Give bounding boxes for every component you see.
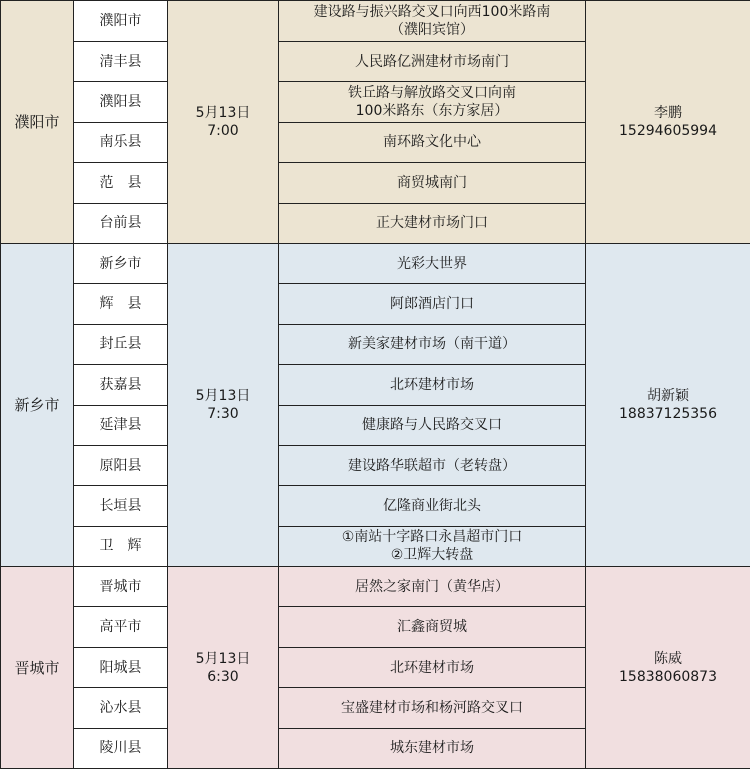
county-cell: 新乡市: [74, 243, 168, 283]
meeting-location-cell: 铁丘路与解放路交叉口向南 100米路东（东方家居）: [279, 82, 586, 122]
county-cell: 沁水县: [74, 688, 168, 728]
meeting-location-cell: 人民路亿洲建材市场南门: [279, 42, 586, 82]
meeting-location-cell: 城东建材市场: [279, 728, 586, 768]
meeting-location-cell: 宝盛建材市场和杨河路交叉口: [279, 688, 586, 728]
contact-cell: 李鹏 15294605994: [586, 1, 750, 244]
meeting-location-cell: ①南站十字路口永昌超市门口 ②卫辉大转盘: [279, 526, 586, 566]
county-cell: 获嘉县: [74, 365, 168, 405]
meeting-location-cell: 汇鑫商贸城: [279, 607, 586, 647]
county-cell: 晋城市: [74, 567, 168, 607]
meeting-location-cell: 南环路文化中心: [279, 122, 586, 162]
meeting-location-cell: 亿隆商业街北头: [279, 486, 586, 526]
county-cell: 原阳县: [74, 445, 168, 485]
meeting-location-cell: 建设路与振兴路交叉口向西100米路南 （濮阳宾馆）: [279, 1, 586, 42]
county-cell: 延津县: [74, 405, 168, 445]
table-row: [1, 567, 750, 607]
county-cell: 清丰县: [74, 42, 168, 82]
departure-time-cell: 5月13日 7:00: [168, 1, 279, 244]
county-cell: 濮阳市: [74, 1, 168, 42]
meeting-location-cell: 光彩大世界: [279, 243, 586, 283]
city-cell: 新乡市: [1, 243, 74, 566]
meeting-location-cell: 商贸城南门: [279, 163, 586, 203]
county-cell: 南乐县: [74, 122, 168, 162]
county-cell: 卫 辉: [74, 526, 168, 566]
meeting-location-cell: 新美家建材市场（南干道）: [279, 324, 586, 364]
meeting-location-cell: 正大建材市场门口: [279, 203, 586, 243]
meeting-location-cell: 北环建材市场: [279, 365, 586, 405]
city-cell: 晋城市: [1, 567, 74, 769]
contact-cell: 陈威 15838060873: [586, 567, 750, 769]
county-cell: 濮阳县: [74, 82, 168, 122]
meeting-location-cell: 阿郎酒店门口: [279, 284, 586, 324]
county-cell: 高平市: [74, 607, 168, 647]
departure-time-cell: 5月13日 6:30: [168, 567, 279, 769]
county-cell: 范 县: [74, 163, 168, 203]
city-cell: 濮阳市: [1, 1, 74, 244]
county-cell: 阳城县: [74, 647, 168, 687]
table-row: [1, 1, 750, 42]
table-row: [1, 243, 750, 283]
departure-time-cell: 5月13日 7:30: [168, 243, 279, 566]
meeting-location-cell: 健康路与人民路交叉口: [279, 405, 586, 445]
meeting-location-cell: 建设路华联超市（老转盘）: [279, 445, 586, 485]
county-cell: 辉 县: [74, 284, 168, 324]
schedule-table-body: [1, 1, 750, 769]
county-cell: 陵川县: [74, 728, 168, 768]
meeting-location-cell: 北环建材市场: [279, 647, 586, 687]
county-cell: 长垣县: [74, 486, 168, 526]
contact-cell: 胡新颖 18837125356: [586, 243, 750, 566]
county-cell: 台前县: [74, 203, 168, 243]
county-cell: 封丘县: [74, 324, 168, 364]
meeting-location-cell: 居然之家南门（黄华店）: [279, 567, 586, 607]
